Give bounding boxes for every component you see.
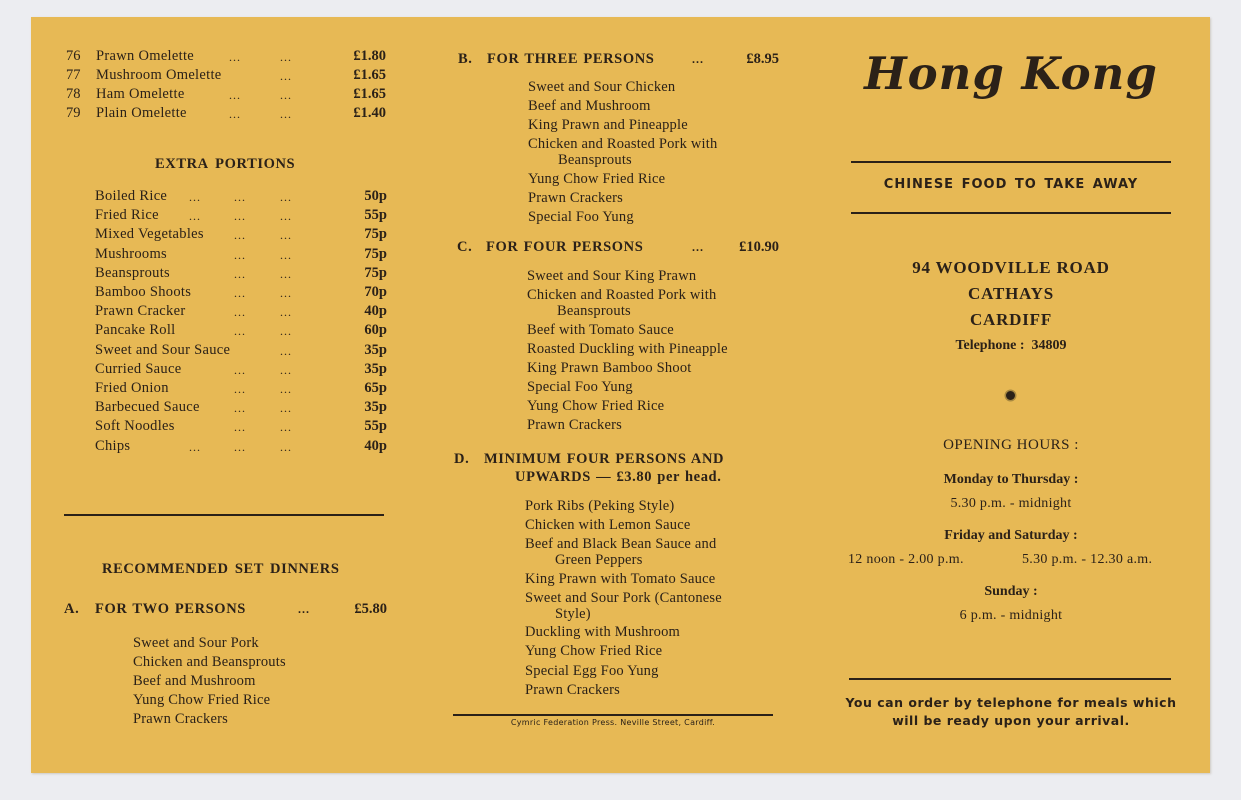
dish-name: King Prawn with Tomato Sauce xyxy=(525,570,716,587)
item-price: 40p xyxy=(364,303,387,320)
set-title: FOR TWO PERSONS xyxy=(95,601,246,617)
dish-name: King Prawn Bamboo Shoot xyxy=(527,359,692,376)
dish-name: Roasted Duckling with Pineapple xyxy=(527,340,728,357)
item-name: Pancake Roll xyxy=(95,322,176,339)
extra-portion-row xyxy=(95,187,387,206)
telephone xyxy=(851,338,1171,354)
leader-dots: ... xyxy=(280,209,292,224)
leader-dots: ... xyxy=(229,107,241,121)
set-dish xyxy=(133,711,228,727)
set-dish xyxy=(528,171,665,187)
item-name: Mixed Vegetables xyxy=(95,226,204,243)
item-number: 77 xyxy=(66,67,81,83)
item-name: Fried Rice xyxy=(95,207,159,224)
extra-portion-row xyxy=(95,360,387,379)
telephone-number: 34809 xyxy=(1031,338,1067,353)
dish-name: Sweet and Sour King Prawn xyxy=(527,268,697,284)
leader-dots: ... xyxy=(234,305,246,320)
item-number: 76 xyxy=(66,48,81,64)
set-dish xyxy=(528,136,717,168)
leader-dots: ... xyxy=(234,286,246,300)
dish-name: Duckling with Mushroom xyxy=(525,624,681,641)
leader-dots: ... xyxy=(234,190,246,204)
set-price: £8.95 xyxy=(746,51,779,67)
leader-dots: ... xyxy=(280,343,292,358)
item-name: Beansprouts xyxy=(95,264,170,281)
extra-portion-row xyxy=(95,437,387,456)
dish-name: King Prawn and Pineapple xyxy=(528,117,688,134)
set-title: MINIMUM FOUR PERSONS AND xyxy=(484,451,725,467)
omelette-row xyxy=(66,47,386,66)
item-price: £1.65 xyxy=(353,86,386,102)
leader-dots: ... xyxy=(280,107,292,121)
menu-leaflet xyxy=(31,17,1210,773)
omelette-row xyxy=(66,85,386,104)
set-dish xyxy=(527,360,692,376)
dish-name: Beef and Mushroom xyxy=(528,98,651,115)
item-name: Prawn Omelette xyxy=(96,48,195,64)
dish-name: Yung Chow Fried Rice xyxy=(528,170,666,187)
set-dish xyxy=(133,654,286,670)
item-name: Prawn Cracker xyxy=(95,303,186,320)
hours-times-midday: 12 noon - 2.00 p.m. xyxy=(848,552,964,567)
leader-dots: ... xyxy=(280,305,292,320)
set-dish xyxy=(525,643,662,659)
set-letter: B. xyxy=(458,51,473,67)
item-price: 75p xyxy=(364,264,387,281)
item-name: Barbecued Sauce xyxy=(95,399,200,416)
leader-dots: ... xyxy=(692,240,704,254)
telephone-label: Telephone : xyxy=(955,338,1025,353)
leader-dots: ... xyxy=(280,50,292,64)
leader-dots: ... xyxy=(280,228,292,243)
item-price: 40p xyxy=(364,437,387,454)
item-price: 35p xyxy=(364,341,387,358)
set-dish xyxy=(527,341,728,357)
set-dish xyxy=(133,692,270,708)
dish-name: Yung Chow Fried Rice xyxy=(527,398,665,414)
dish-name: Special Foo Yung xyxy=(528,209,634,225)
item-name: Mushroom Omelette xyxy=(96,67,222,83)
leader-dots: ... xyxy=(280,439,292,454)
set-dish xyxy=(525,624,680,640)
hours-days: Sunday : xyxy=(984,584,1038,599)
hours-days: Friday and Saturday : xyxy=(944,528,1078,543)
extra-portion-row xyxy=(95,245,387,264)
extra-portion-row xyxy=(95,379,387,398)
set-price: £10.90 xyxy=(739,239,779,255)
dish-name-continued: Style) xyxy=(555,605,591,622)
leader-dots: ... xyxy=(692,52,704,66)
footer-note-line-2: will be ready upon your arrival. xyxy=(892,713,1130,728)
item-name: Chips xyxy=(95,437,131,454)
set-dinners-heading: RECOMMENDED SET DINNERS xyxy=(102,561,340,577)
dish-name: Chicken and Beansprouts xyxy=(133,654,286,671)
extra-portion-row xyxy=(95,321,387,340)
extra-portion-row xyxy=(95,283,387,302)
leader-dots: ... xyxy=(280,362,292,377)
set-dish xyxy=(527,398,664,414)
leader-dots: ... xyxy=(280,266,292,281)
dish-name: Yung Chow Fried Rice xyxy=(525,643,663,660)
dish-name: Prawn Crackers xyxy=(527,417,623,434)
set-dish xyxy=(525,590,722,622)
item-price: 60p xyxy=(364,322,387,339)
set-dish xyxy=(133,635,259,651)
item-name: Bamboo Shoots xyxy=(95,284,192,300)
set-dish xyxy=(525,517,690,533)
set-title: FOR FOUR PERSONS xyxy=(486,239,644,255)
dish-name: Sweet and Sour Pork (Cantonese xyxy=(525,589,722,606)
item-name: Soft Noodles xyxy=(95,418,175,435)
hours-times-evening: 5.30 p.m. - 12.30 a.m. xyxy=(1022,552,1153,567)
footer-rule xyxy=(849,678,1171,680)
hong-kong-logo xyxy=(846,47,1176,100)
item-price: 65p xyxy=(364,380,387,396)
dish-name: Yung Chow Fried Rice xyxy=(133,692,271,709)
extra-portion-row xyxy=(95,225,387,244)
item-price: 75p xyxy=(364,226,387,243)
item-price: 55p xyxy=(364,207,387,224)
set-dish xyxy=(528,98,651,114)
set-dish xyxy=(527,379,633,395)
item-price: 55p xyxy=(364,418,387,435)
opening-hours-heading: OPENING HOURS : xyxy=(943,437,1079,453)
item-price: £1.40 xyxy=(353,105,386,121)
address-line-1: 94 WOODVILLE ROAD xyxy=(912,258,1110,277)
bullet-dot-icon xyxy=(1006,391,1015,400)
dish-name-continued: Green Peppers xyxy=(555,552,643,569)
leader-dots: ... xyxy=(280,420,292,435)
item-price: 35p xyxy=(364,360,387,377)
dish-name: Prawn Crackers xyxy=(133,711,229,728)
item-number: 78 xyxy=(66,86,81,102)
item-name: Boiled Rice xyxy=(95,188,168,204)
dish-name: Special Egg Foo Yung xyxy=(525,662,659,679)
item-name: Ham Omelette xyxy=(96,86,185,102)
dish-name: Chicken with Lemon Sauce xyxy=(525,517,691,534)
set-dish xyxy=(525,536,716,568)
dish-name: Sweet and Sour Chicken xyxy=(528,79,676,95)
dish-name-continued: Beansprouts xyxy=(558,152,632,169)
item-price: 70p xyxy=(364,284,387,300)
leader-dots: ... xyxy=(234,420,246,435)
hours-times: 5.30 p.m. - midnight xyxy=(950,496,1072,511)
tagline-top-rule xyxy=(851,161,1171,163)
dish-name-continued: Beansprouts xyxy=(557,303,631,320)
set-dish xyxy=(525,571,715,587)
leader-dots: ... xyxy=(280,401,292,416)
item-price: £1.80 xyxy=(353,48,386,64)
leader-dots: ... xyxy=(234,362,246,377)
omelette-row xyxy=(66,66,386,85)
dish-name: Chicken and Roasted Pork with xyxy=(528,136,718,153)
leader-dots: ... xyxy=(229,88,241,102)
leader-dots: ... xyxy=(234,439,246,454)
item-name: Fried Onion xyxy=(95,380,169,396)
leader-dots: ... xyxy=(234,266,246,281)
dish-name: Prawn Crackers xyxy=(525,681,621,698)
extra-portion-row xyxy=(95,398,387,417)
set-dish xyxy=(527,322,674,338)
extra-portion-row xyxy=(95,206,387,225)
extra-portion-row xyxy=(95,417,387,436)
set-title-line-2: UPWARDS — £3.80 per head. xyxy=(515,469,722,485)
set-dish xyxy=(133,673,256,689)
leader-dots: ... xyxy=(280,324,292,339)
tagline: CHINESE FOOD TO TAKE AWAY xyxy=(883,177,1139,192)
leader-dots: ... xyxy=(234,401,246,416)
leader-dots: ... xyxy=(280,190,292,204)
dish-name: Prawn Crackers xyxy=(528,189,624,206)
item-price: £1.65 xyxy=(353,67,386,83)
leader-dots: ... xyxy=(234,382,246,396)
address-line-2: CATHAYS xyxy=(968,284,1054,303)
leader-dots: ... xyxy=(229,50,241,64)
leader-dots: ... xyxy=(234,247,246,262)
dish-name: Beef and Mushroom xyxy=(133,673,256,690)
extra-portions-heading: EXTRA PORTIONS xyxy=(155,156,296,172)
printer-rule xyxy=(453,714,773,716)
set-dish xyxy=(528,79,675,95)
extra-portion-row xyxy=(95,264,387,283)
dish-name: Sweet and Sour Pork xyxy=(133,635,259,651)
leader-dots: ... xyxy=(234,228,246,243)
set-letter: D. xyxy=(454,451,470,467)
leader-dots: ... xyxy=(280,247,292,262)
item-number: 79 xyxy=(66,105,81,121)
address-line-3: CARDIFF xyxy=(969,310,1053,329)
leader-dots: ... xyxy=(189,439,201,454)
footer-note-line-1: You can order by telephone for meals which xyxy=(845,695,1177,710)
tagline-bottom-rule xyxy=(851,212,1171,214)
set-dish xyxy=(525,663,659,679)
set-dish xyxy=(527,287,716,319)
set-letter: A. xyxy=(64,601,80,617)
item-name: Mushrooms xyxy=(95,245,167,262)
item-name: Sweet and Sour Sauce xyxy=(95,341,231,358)
printer-credit: Cymric Federation Press. Neville Street, Cardiff. xyxy=(510,718,716,727)
set-dish xyxy=(525,682,620,698)
dish-name: Chicken and Roasted Pork with xyxy=(527,287,717,304)
dish-name: Beef and Black Bean Sauce and xyxy=(525,536,717,553)
hours-days: Monday to Thursday : xyxy=(943,472,1079,487)
set-dish xyxy=(528,209,634,225)
extra-portion-row xyxy=(95,341,387,360)
item-name: Curried Sauce xyxy=(95,360,182,377)
set-dish xyxy=(528,190,623,206)
leader-dots: ... xyxy=(189,190,201,204)
item-name: Plain Omelette xyxy=(96,105,187,121)
set-letter: C. xyxy=(457,239,473,255)
dish-name: Pork Ribs (Peking Style) xyxy=(525,498,675,514)
item-price: 50p xyxy=(364,188,387,204)
leader-dots: ... xyxy=(298,602,310,616)
item-price: 35p xyxy=(364,399,387,416)
left-divider-rule xyxy=(64,514,384,516)
leader-dots: ... xyxy=(234,324,246,339)
set-price: £5.80 xyxy=(354,601,387,617)
dish-name: Beef with Tomato Sauce xyxy=(527,321,674,338)
leader-dots: ... xyxy=(234,209,246,224)
hours-times: 6 p.m. - midnight xyxy=(959,608,1063,623)
item-price: 75p xyxy=(364,245,387,262)
leader-dots: ... xyxy=(280,382,292,396)
omelette-row xyxy=(66,104,386,123)
logo-text: Hong Kong xyxy=(864,47,1158,100)
leader-dots: ... xyxy=(280,69,292,83)
leader-dots: ... xyxy=(280,286,292,300)
set-dish xyxy=(528,117,688,133)
leader-dots: ... xyxy=(189,209,201,224)
set-dish xyxy=(527,268,696,284)
set-dish xyxy=(527,417,622,433)
leader-dots: ... xyxy=(280,88,292,102)
set-dish xyxy=(525,498,674,514)
dish-name: Special Foo Yung xyxy=(527,378,633,395)
extra-portion-row xyxy=(95,302,387,321)
set-title: FOR THREE PERSONS xyxy=(487,51,655,67)
